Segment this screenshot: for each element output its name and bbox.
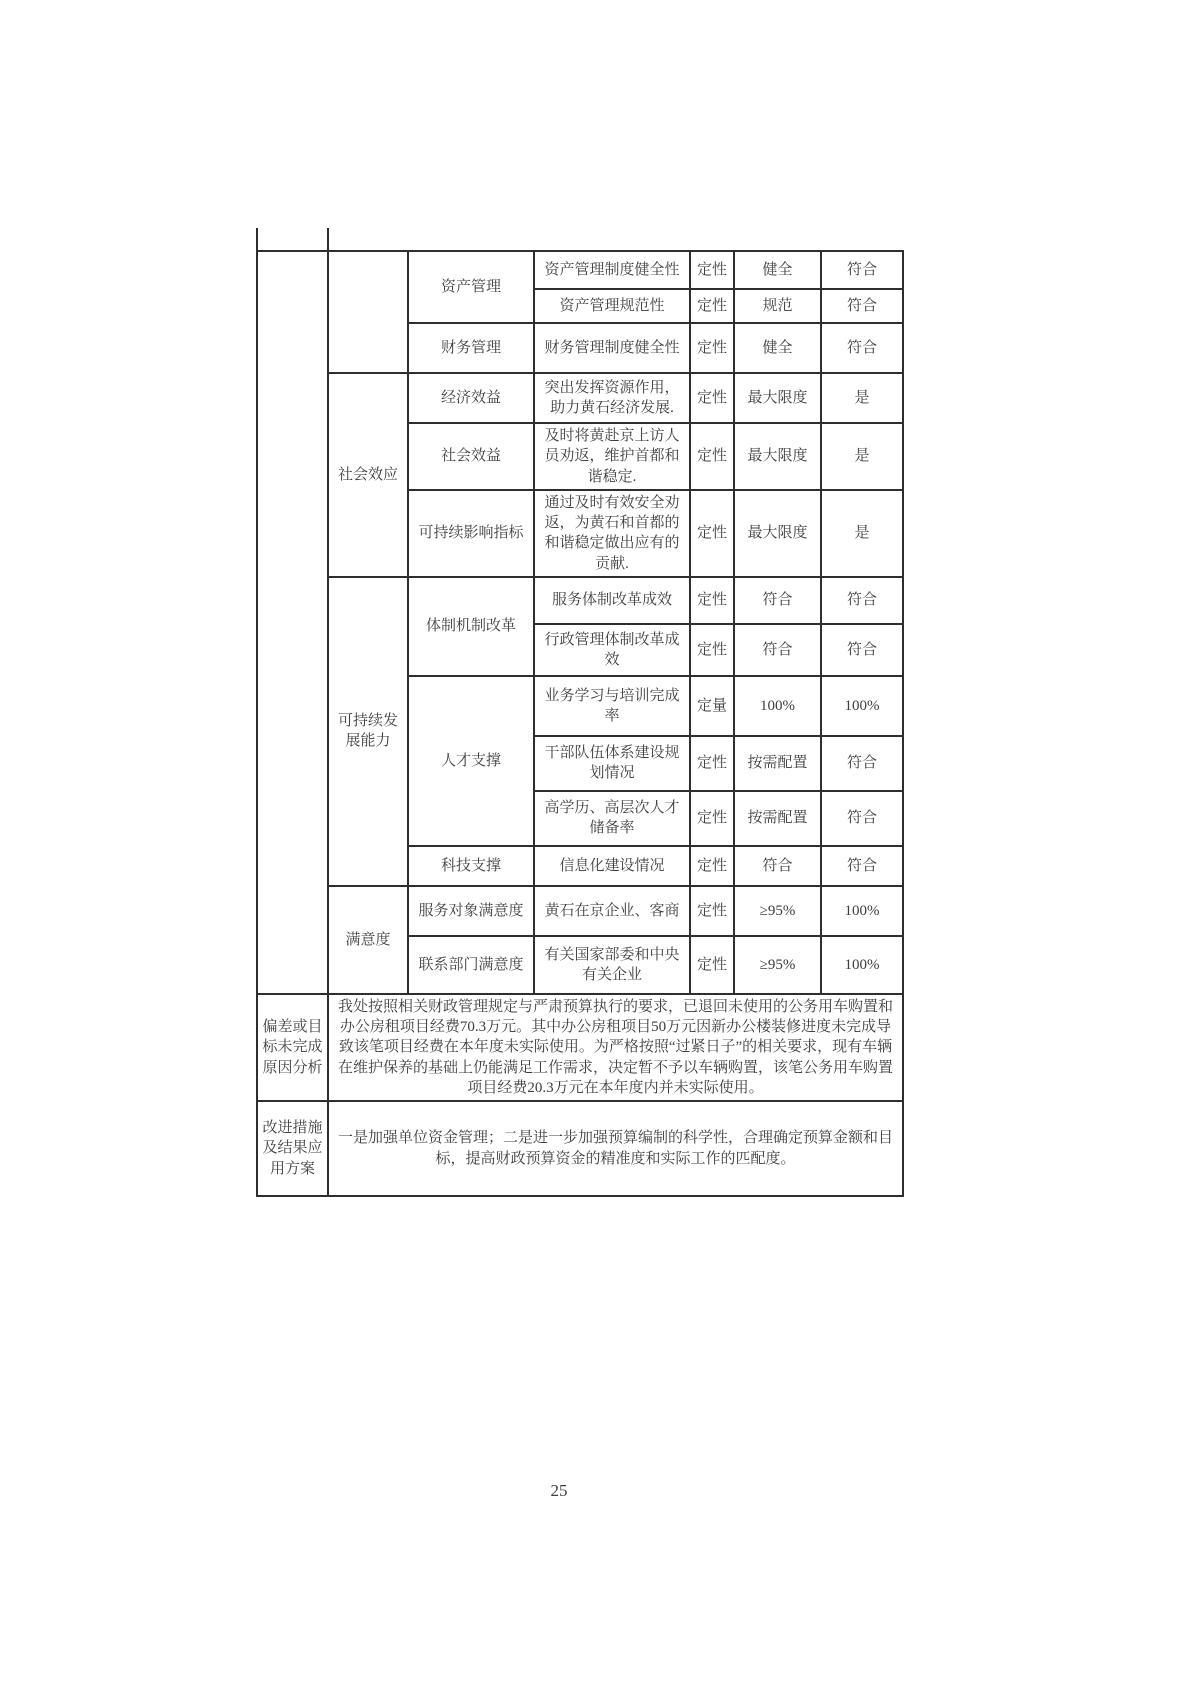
cell-standard: 健全 bbox=[734, 251, 821, 289]
cell-result: 符合 bbox=[821, 577, 903, 624]
deviation-analysis-label: 偏差或目标未完成原因分析 bbox=[257, 994, 328, 1101]
cell-subgroup: 经济效益 bbox=[408, 373, 534, 423]
cell-standard: 按需配置 bbox=[734, 736, 821, 791]
cell-standard: 规范 bbox=[734, 289, 821, 323]
improvement-measures-content: 一是加强单位资金管理；二是进一步加强预算编制的科学性，合理确定预算金额和目标，提高财政预算资金的精准度和实际工作的匹配度。 bbox=[328, 1101, 903, 1196]
table-row bbox=[257, 251, 903, 289]
cell-type: 定性 bbox=[690, 936, 734, 994]
cell-result: 是 bbox=[821, 490, 903, 577]
cell-result: 100% bbox=[821, 886, 903, 936]
cell-indicator: 行政管理体制改革成效 bbox=[534, 624, 690, 676]
cell-type: 定量 bbox=[690, 676, 734, 736]
cell-indicator: 资产管理规范性 bbox=[534, 289, 690, 323]
cell-standard: 100% bbox=[734, 676, 821, 736]
cell-type: 定性 bbox=[690, 624, 734, 676]
cell-type: 定性 bbox=[690, 490, 734, 577]
cell-result: 符合 bbox=[821, 846, 903, 886]
cell-result: 符合 bbox=[821, 289, 903, 323]
cell-group: 满意度 bbox=[328, 886, 408, 994]
table-row bbox=[257, 373, 903, 423]
cell-standard: 最大限度 bbox=[734, 373, 821, 423]
cell-group: 可持续发展能力 bbox=[328, 577, 408, 886]
table-row-deviation-analysis bbox=[257, 994, 903, 1101]
cell-type: 定性 bbox=[690, 251, 734, 289]
cell-standard: 最大限度 bbox=[734, 490, 821, 577]
table-row-improvement-measures bbox=[257, 1101, 903, 1196]
cell-indicator: 资产管理制度健全性 bbox=[534, 251, 690, 289]
cell-standard: 符合 bbox=[734, 624, 821, 676]
cell-standard: 按需配置 bbox=[734, 791, 821, 846]
cell-indicator: 财务管理制度健全性 bbox=[534, 323, 690, 373]
cell-type: 定性 bbox=[690, 373, 734, 423]
table-row bbox=[257, 577, 903, 624]
performance-indicators-table bbox=[256, 250, 904, 1197]
cell-subgroup: 资产管理 bbox=[408, 251, 534, 323]
cell-standard: 符合 bbox=[734, 577, 821, 624]
cell-result: 符合 bbox=[821, 736, 903, 791]
cell-subgroup: 服务对象满意度 bbox=[408, 886, 534, 936]
cell-standard: ≥95% bbox=[734, 886, 821, 936]
cell-indicator: 通过及时有效安全劝返，为黄石和首都的和谐稳定做出应有的贡献. bbox=[534, 490, 690, 577]
cell-indicator: 信息化建设情况 bbox=[534, 846, 690, 886]
table-continuation-line-col2 bbox=[327, 228, 329, 252]
page-number: 25 bbox=[550, 1481, 568, 1500]
cell-result: 是 bbox=[821, 373, 903, 423]
improvement-measures-label: 改进措施及结果应用方案 bbox=[257, 1101, 328, 1196]
cell-subgroup: 财务管理 bbox=[408, 323, 534, 373]
cell-standard: ≥95% bbox=[734, 936, 821, 994]
cell-indicator: 干部队伍体系建设规划情况 bbox=[534, 736, 690, 791]
cell-result: 符合 bbox=[821, 251, 903, 289]
cell-type: 定性 bbox=[690, 886, 734, 936]
cell-subgroup: 联系部门满意度 bbox=[408, 936, 534, 994]
cell-standard: 最大限度 bbox=[734, 423, 821, 490]
cell-type: 定性 bbox=[690, 289, 734, 323]
cell-result: 是 bbox=[821, 423, 903, 490]
cell-subgroup: 社会效益 bbox=[408, 423, 534, 490]
cell-type: 定性 bbox=[690, 791, 734, 846]
empty-left-spanning-cell bbox=[257, 251, 328, 994]
cell-indicator: 突出发挥资源作用，助力黄石经济发展. bbox=[534, 373, 690, 423]
cell-result: 符合 bbox=[821, 791, 903, 846]
cell-indicator: 黄石在京企业、客商 bbox=[534, 886, 690, 936]
cell-subgroup: 体制机制改革 bbox=[408, 577, 534, 676]
cell-subgroup: 可持续影响指标 bbox=[408, 490, 534, 577]
cell-result: 100% bbox=[821, 936, 903, 994]
cell-type: 定性 bbox=[690, 423, 734, 490]
cell-type: 定性 bbox=[690, 577, 734, 624]
cell-group: 社会效应 bbox=[328, 373, 408, 577]
cell-type: 定性 bbox=[690, 323, 734, 373]
cell-indicator: 业务学习与培训完成率 bbox=[534, 676, 690, 736]
table-continuation-line-left bbox=[256, 228, 258, 252]
deviation-analysis-content: 我处按照相关财政管理规定与严肃预算执行的要求，已退回未使用的公务用车购置和办公房租项目经费70.3万元。其中办公房租项目50万元因新办公楼装修进度未完成导致该笔项目经费在本年度未实际使用。为严格按照“过紧日子”的相关要求，现有车辆在维护保养的基础上仍能满足工作需求，决定暂不予以车辆购置，该笔公务用车购置项目经费20.3万元在本年度内并未实际使用。 bbox=[328, 994, 903, 1101]
empty-group-cell bbox=[328, 251, 408, 373]
cell-indicator: 服务体制改革成效 bbox=[534, 577, 690, 624]
cell-standard: 健全 bbox=[734, 323, 821, 373]
cell-type: 定性 bbox=[690, 846, 734, 886]
cell-indicator: 高学历、高层次人才储备率 bbox=[534, 791, 690, 846]
cell-result: 100% bbox=[821, 676, 903, 736]
cell-subgroup: 人才支撑 bbox=[408, 676, 534, 846]
cell-indicator: 及时将黄赴京上访人员劝返，维护首都和谐稳定. bbox=[534, 423, 690, 490]
cell-result: 符合 bbox=[821, 323, 903, 373]
cell-standard: 符合 bbox=[734, 846, 821, 886]
cell-indicator: 有关国家部委和中央有关企业 bbox=[534, 936, 690, 994]
cell-result: 符合 bbox=[821, 624, 903, 676]
cell-subgroup: 科技支撑 bbox=[408, 846, 534, 886]
cell-type: 定性 bbox=[690, 736, 734, 791]
table-row bbox=[257, 886, 903, 936]
